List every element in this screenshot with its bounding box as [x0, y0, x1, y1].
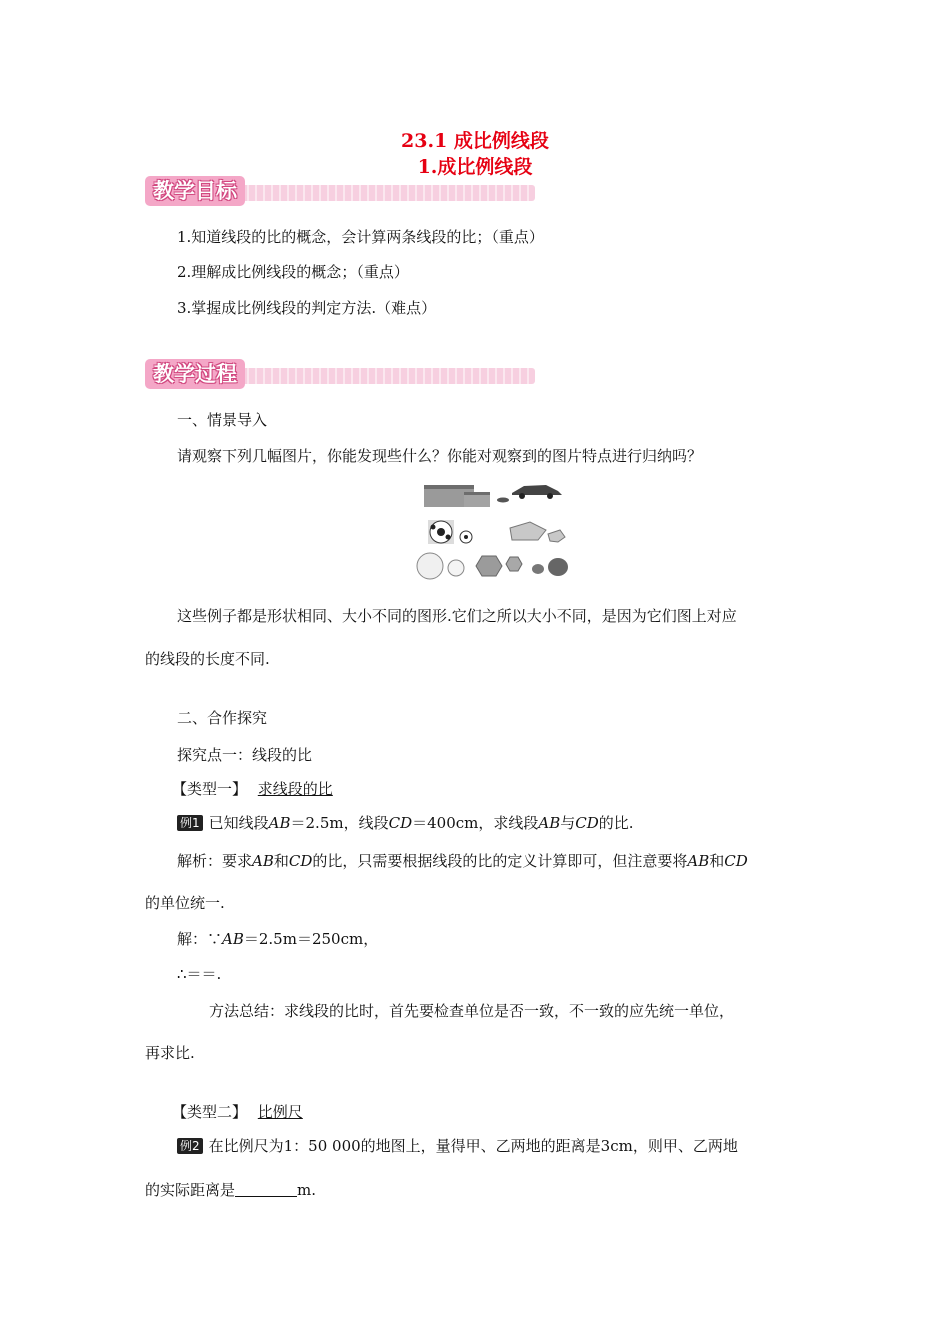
type1-heading [172, 778, 333, 800]
section1-paragraph-line2: 的线段的长度不同. [145, 650, 270, 668]
answer-blank[interactable] [235, 1180, 297, 1197]
similar-shapes-figure [410, 480, 580, 585]
type2-name: 比例尺 [257, 1103, 303, 1121]
goal-item-1: 1.知道线段的比的概念，会计算两条线段的比；（重点） [177, 228, 544, 246]
lesson-subtitle: 1.成比例线段 [417, 156, 533, 178]
solution-line2: ∴＝＝. [177, 965, 222, 983]
oval-large-icon [548, 558, 568, 576]
goals-banner [145, 176, 535, 206]
analysis-line1: 解析：要求AB和CD的比，只需要根据线段的比的定义计算即可，但注意要将AB和CD [177, 852, 748, 870]
circle-large-icon [417, 553, 443, 579]
type1-name: 求线段的比 [257, 780, 333, 798]
goal-item-3: 3.掌握成比例线段的判定方法.（难点） [177, 299, 437, 317]
lesson-title: 23.1 成比例线段 [401, 130, 549, 152]
pentagon-small-icon [548, 530, 565, 542]
example1-badge: 例1 [177, 815, 203, 831]
section1-question: 请观察下列几幅图片，你能发现些什么？你能对观察到的图片特点进行归纳吗？ [177, 447, 703, 465]
type2-label: 【类型二】 [172, 1103, 248, 1121]
type1-label: 【类型一】 [172, 780, 248, 798]
example2-line2: 的实际距离是 m. [145, 1181, 317, 1199]
explore-point-1: 探究点一：线段的比 [177, 746, 313, 764]
summary-line2: 再求比. [145, 1044, 195, 1062]
process-banner [145, 359, 535, 389]
example1: 例1 已知线段AB＝2.5m，线段CD＝400cm，求线段AB与CD的比. [177, 812, 634, 834]
hexagon-large-icon [476, 556, 502, 576]
pentagon-large-icon [510, 522, 546, 540]
goal-item-2: 2.理解成比例线段的概念；（重点） [177, 263, 409, 281]
car-small-icon [497, 498, 509, 503]
section1-paragraph-line1: 这些例子都是形状相同、大小不同的图形.它们之所以大小不同，是因为它们图上对应 [177, 607, 737, 625]
solution-line1: 解：∵AB＝2.5m＝250cm， [177, 930, 379, 948]
example2-line1: 例2 在比例尺为1：50 000的地图上，量得甲、乙两地的距离是3cm，则甲、乙两地 [177, 1135, 738, 1157]
oval-small-icon [532, 564, 544, 574]
goals-banner-label: 教学目标 [145, 176, 245, 206]
analysis-line2: 的单位统一. [145, 894, 225, 912]
process-banner-label: 教学过程 [145, 359, 245, 389]
car-large-icon [512, 485, 562, 495]
hexagon-small-icon [506, 557, 522, 571]
type2-heading [172, 1101, 303, 1123]
circle-small-icon [448, 560, 464, 576]
summary-line1: 方法总结：求线段的比时，首先要检查单位是否一致，不一致的应先统一单位， [209, 1002, 735, 1020]
section1-heading: 一、情景导入 [177, 411, 268, 429]
example2-badge: 例2 [177, 1138, 203, 1154]
section2-heading: 二、合作探究 [177, 709, 268, 727]
